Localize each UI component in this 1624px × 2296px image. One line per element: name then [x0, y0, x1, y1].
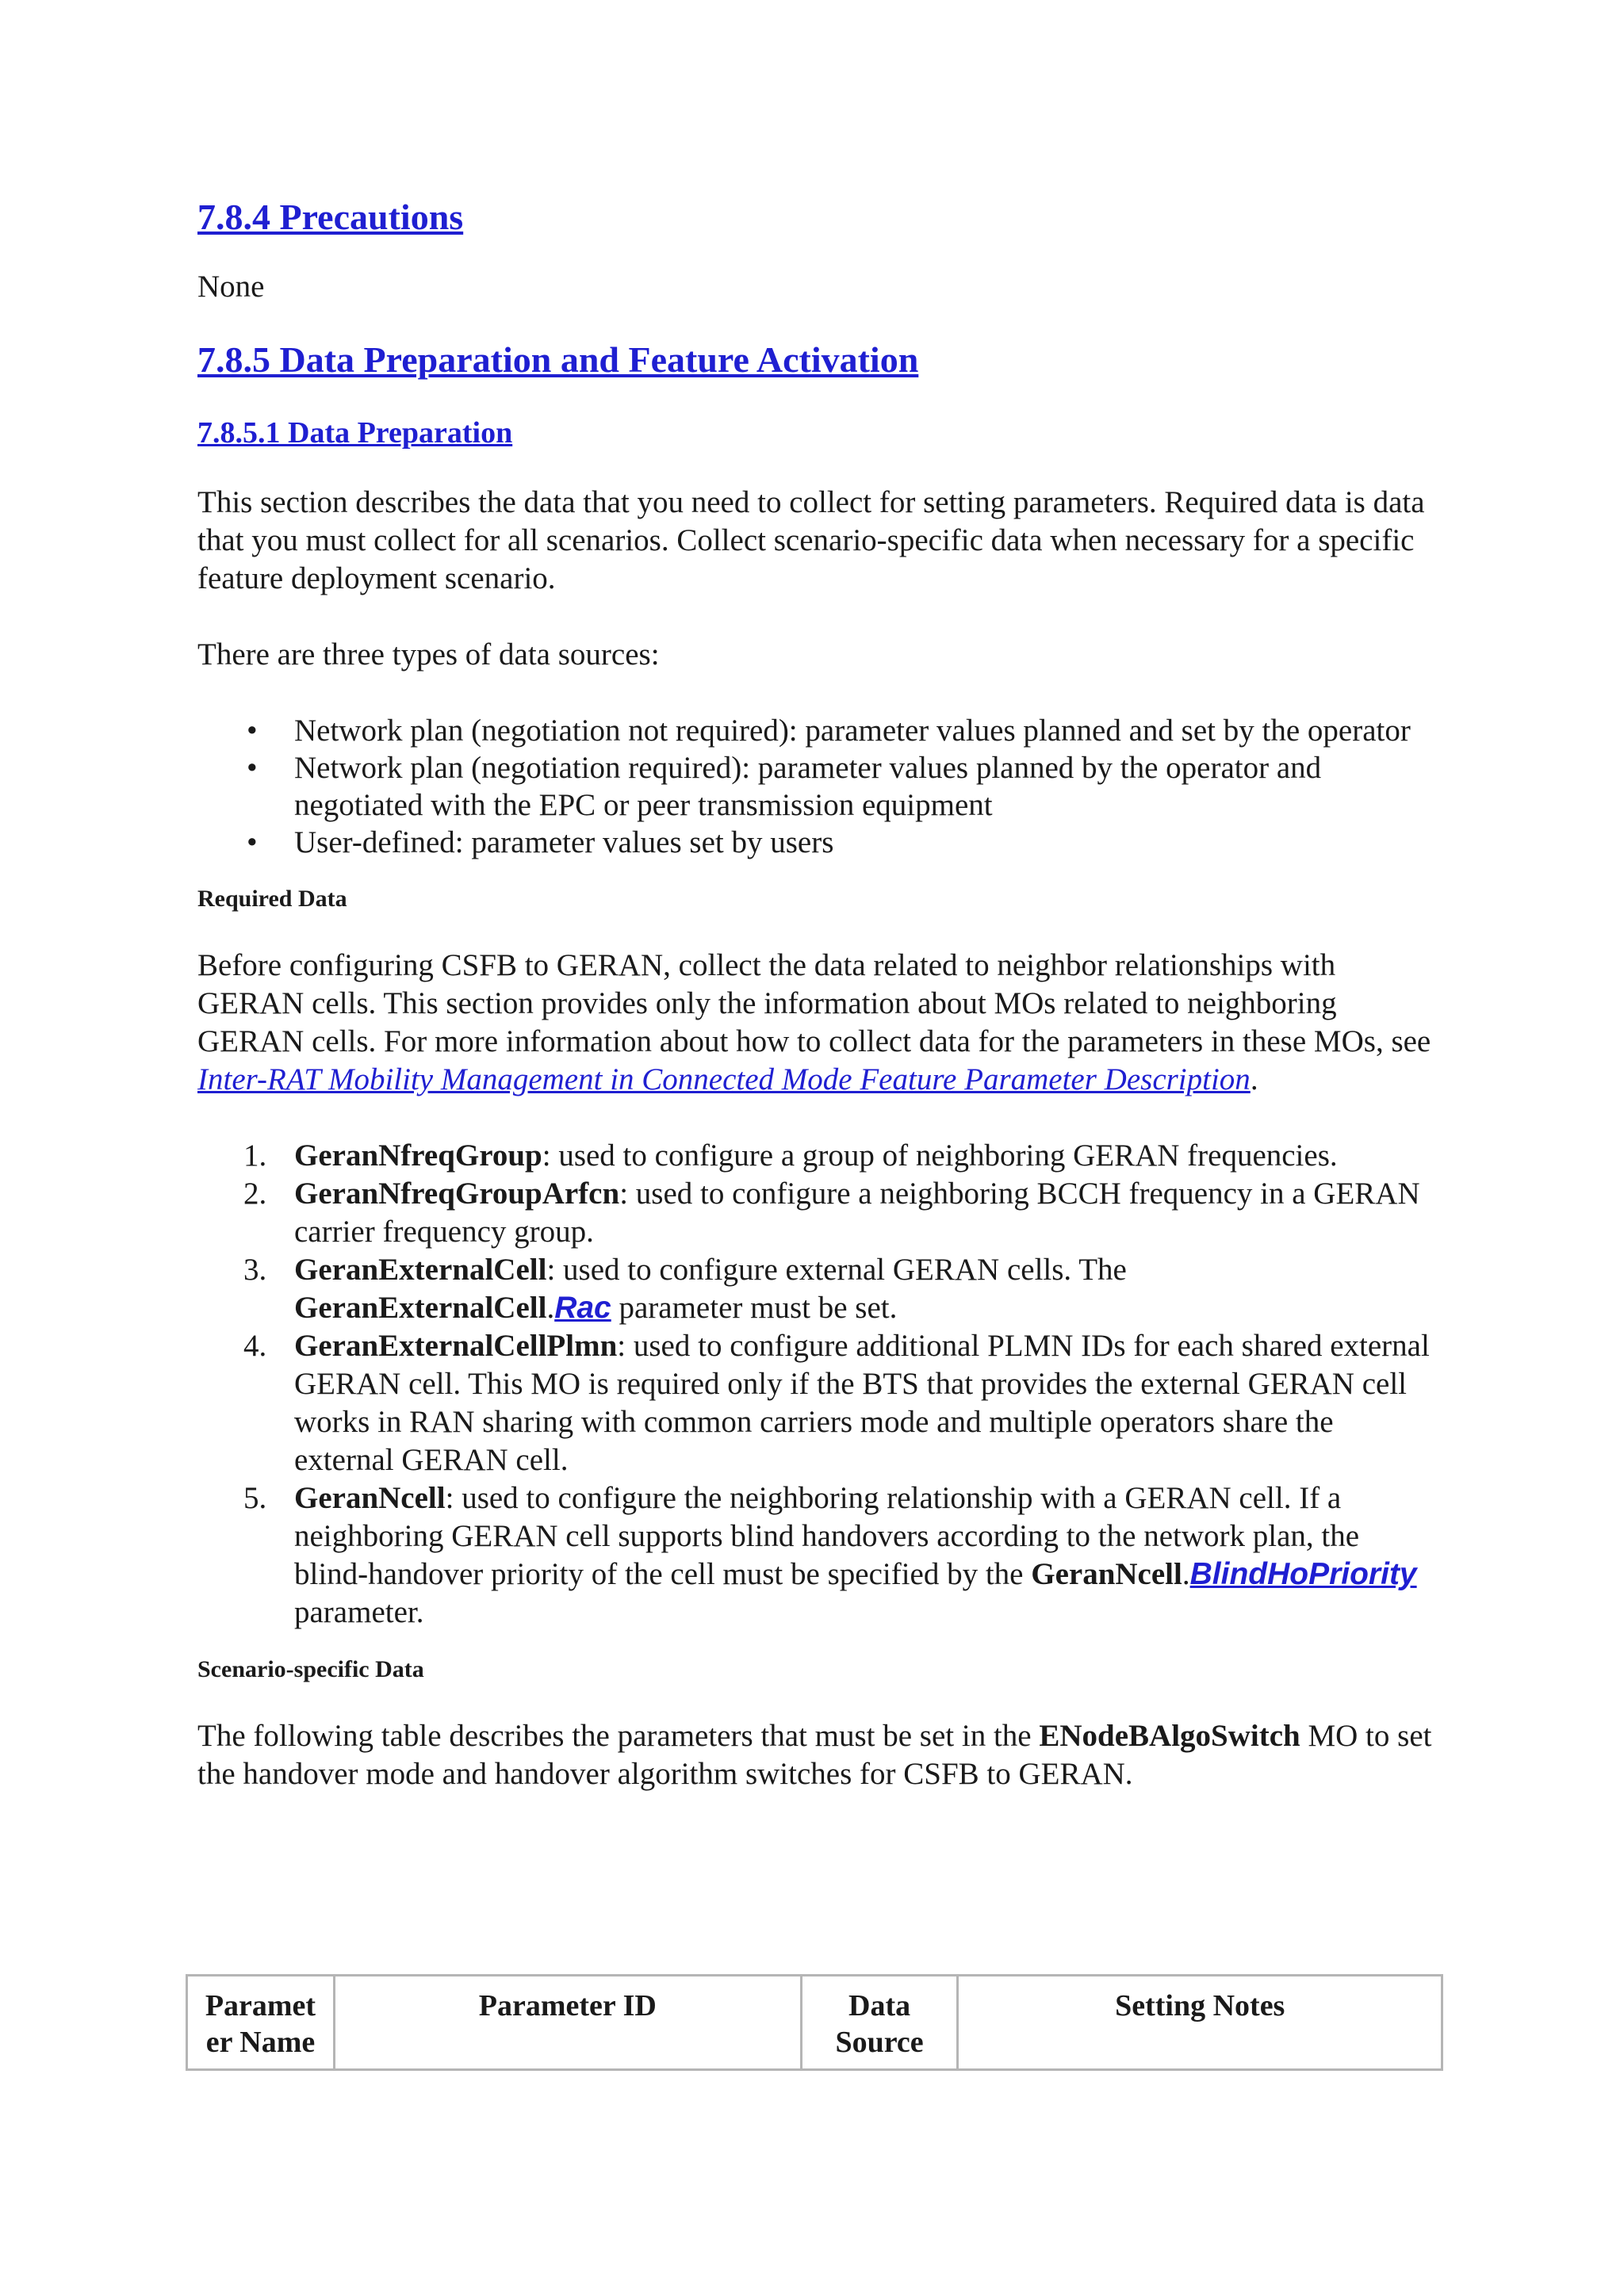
parameters-table	[186, 1974, 1443, 2071]
heading-data-prep-activation-link[interactable]: 7.8.5 Data Preparation and Feature Activation	[197, 339, 919, 380]
list-item: 4. GeranExternalCellPlmn: used to configure additional PLMN IDs for each shared external GERAN cell. This MO is required only if the BTS that provides the external GERAN cell works in RAN sharing with common carriers mode and multiple operators share the external GERAN cell.	[243, 1329, 1430, 1477]
feature-description-link[interactable]: Inter-RAT Mobility Management in Connected Mode Feature Parameter Description	[197, 1062, 1251, 1096]
heading-data-prep-activation[interactable]	[197, 338, 1434, 382]
bullet-icon: •	[247, 714, 258, 748]
table-header-row	[187, 1976, 1442, 2070]
list-item: • Network plan (negotiation not required): parameter values planned and set by the operator	[247, 714, 1411, 748]
column-header-parameter-id: Parameter ID	[334, 1976, 801, 2070]
heading-precautions[interactable]	[197, 195, 1434, 239]
heading-scenario-data: Scenario-specific Data	[197, 1656, 424, 1682]
list-item: 3. GeranExternalCell: used to configure external GERAN cells. The GeranExternalCell.Rac parameter must be set.	[243, 1253, 1127, 1325]
required-data-paragraph: Before configuring CSFB to GERAN, collect the data related to neighbor relationships with GERAN cells. This section provides only the information about MOs related to neighboring GERAN cells. For more information about how to collect data for the parameters in these MOs, see Inter-RAT Mobility Management in Connected Mode Feature Parameter Description.	[197, 948, 1431, 1096]
list-item: 5. GeranNcell: used to configure the neighboring relationship with a GERAN cell. If a neighboring GERAN cell supports blind handovers according to the network plan, the blind-handover priority of the cell must be specified by the GeranNcell.BlindHoPriority parameter.	[243, 1481, 1417, 1629]
list-item: 2. GeranNfreqGroupArfcn: used to configure a neighboring BCCH frequency in a GERAN carrier frequency group.	[243, 1177, 1420, 1249]
column-header-parameter-name: Paramet er Name	[187, 1976, 335, 2070]
list-item: 1. GeranNfreqGroup: used to configure a group of neighboring GERAN frequencies.	[243, 1138, 1338, 1173]
required-mo-list	[197, 1137, 1434, 1632]
scenario-data-paragraph: The following table describes the parameters that must be set in the ENodeBAlgoSwitch MO to set the handover mode and handover algorithm switches for CSFB to GERAN.	[197, 1719, 1432, 1791]
data-sources-list	[197, 712, 1434, 861]
list-item: • Network plan (negotiation required): parameter values planned by the operator and negotiated with the EPC or peer transmission equipment	[247, 751, 1322, 822]
data-prep-intro: This section describes the data that you need to collect for setting parameters. Required data is data that you must collect for all scenarios. Collect scenario-specific data when necessary for a specific feature deployment scenario.	[197, 485, 1425, 595]
blind-ho-priority-param-link[interactable]: BlindHoPriority	[1189, 1557, 1417, 1591]
heading-data-prep-link[interactable]: 7.8.5.1 Data Preparation	[197, 416, 513, 450]
column-header-data-source: Data Source	[801, 1976, 958, 2070]
heading-data-prep[interactable]	[197, 414, 1434, 452]
rac-param-link[interactable]: Rac	[554, 1291, 611, 1325]
bullet-icon: •	[247, 751, 258, 785]
bullet-icon: •	[247, 825, 258, 859]
column-header-setting-notes: Setting Notes	[958, 1976, 1442, 2070]
page-content	[197, 195, 1434, 1793]
heading-precautions-link[interactable]: 7.8.4 Precautions	[197, 197, 464, 237]
precautions-body: None	[197, 270, 265, 304]
list-item: • User-defined: parameter values set by users	[247, 825, 834, 859]
sources-intro: There are three types of data sources:	[197, 637, 660, 672]
heading-required-data: Required Data	[197, 886, 347, 912]
